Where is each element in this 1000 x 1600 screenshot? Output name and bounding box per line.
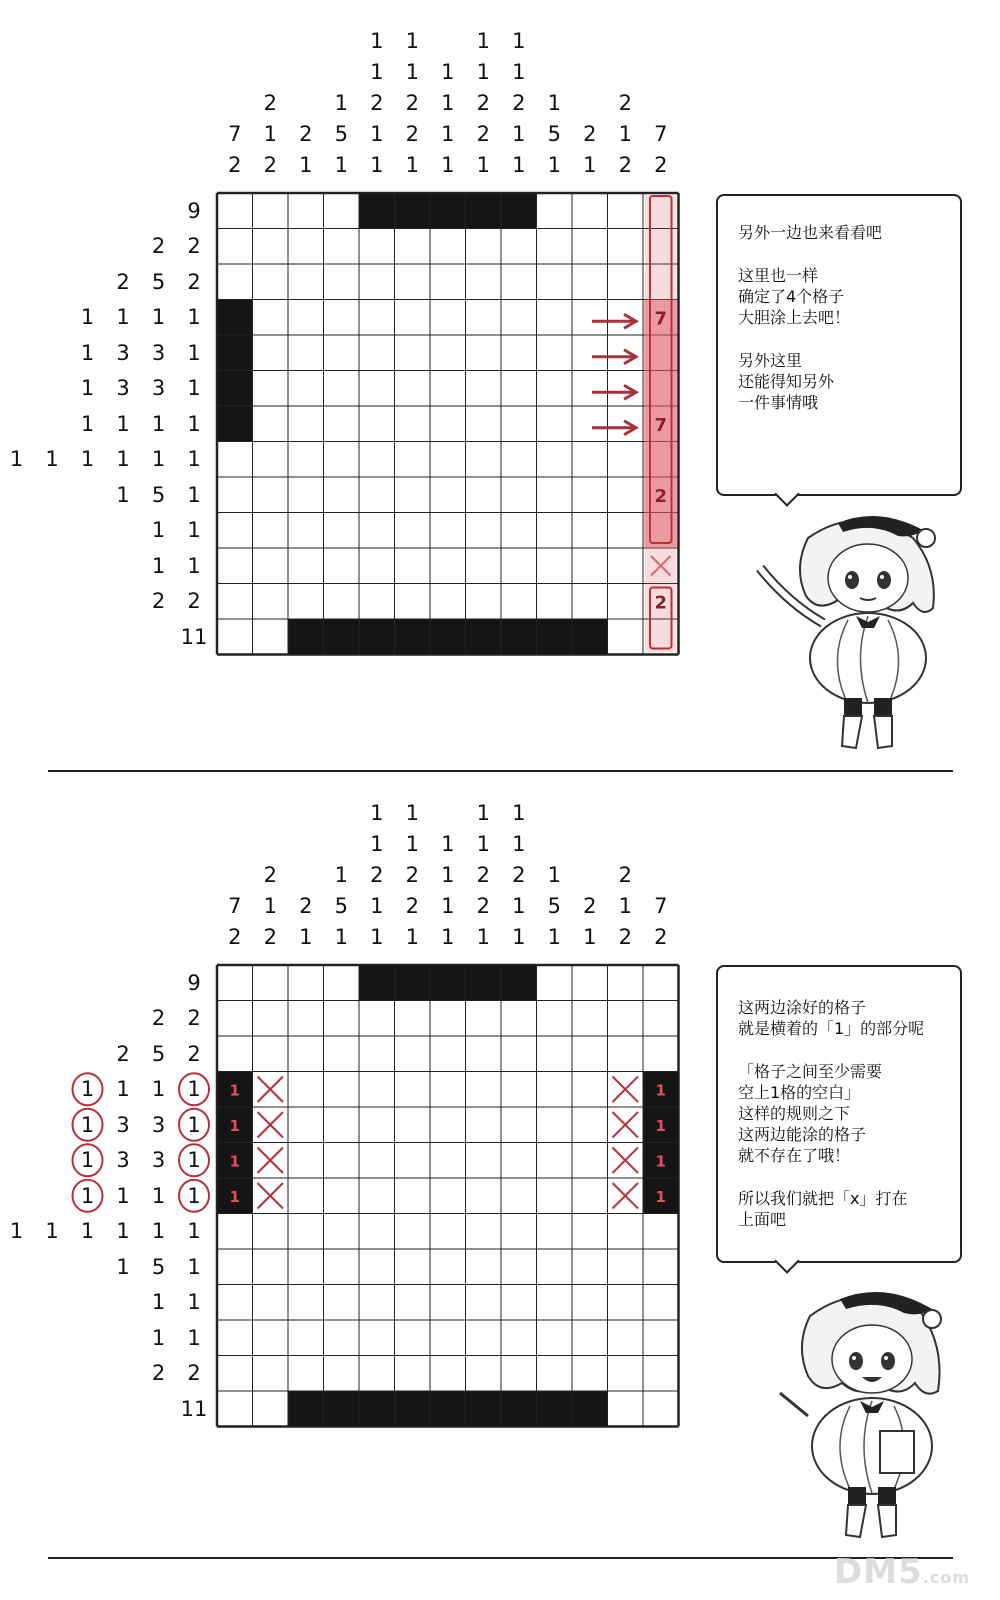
- column-clue-number: 1: [512, 29, 526, 53]
- row-clue-number: 11: [180, 624, 208, 649]
- row-clue-number: 1: [187, 1183, 201, 1208]
- column-clue-number: 1: [547, 863, 561, 887]
- row-clue-number: 2: [187, 234, 201, 259]
- row-clue-number: 5: [151, 1041, 166, 1066]
- filled-cell: [573, 620, 608, 655]
- row-clue-number: 1: [187, 553, 201, 578]
- column-clue-number: 1: [441, 60, 455, 84]
- row-clue-number: 1: [80, 411, 95, 436]
- row-clue-number: 3: [116, 340, 130, 365]
- column-clue-number: 5: [334, 894, 348, 918]
- column-clue-number: 1: [512, 60, 526, 84]
- panel-divider: [48, 1557, 953, 1559]
- range-mark-label: 2: [654, 486, 668, 507]
- bubble-text-3: 另外这里 还能得知另外 一件事情哦: [738, 351, 835, 412]
- column-clue-number: 2: [405, 863, 419, 887]
- column-clue-number: 2: [476, 91, 490, 115]
- site-watermark: [834, 1552, 970, 1592]
- cell-mark-label: 1: [229, 1081, 240, 1100]
- column-clue-number: 2: [228, 925, 242, 949]
- row-clue-number: 1: [45, 1219, 59, 1244]
- row-clue-number: 3: [116, 376, 130, 401]
- column-clue-number: 2: [299, 894, 313, 918]
- row-clue-number: 1: [116, 447, 130, 472]
- range-mark-label: 2: [654, 592, 668, 614]
- filled-cell: [466, 966, 501, 1001]
- row-clue-number: 1: [80, 1077, 95, 1102]
- range-mark-label: 7: [654, 415, 668, 436]
- row-clue-number: 1: [187, 305, 201, 330]
- row-clue-number: 1: [187, 1112, 201, 1137]
- filled-cell: [218, 371, 253, 406]
- column-clue-number: 7: [654, 122, 668, 146]
- row-clue-number: 1: [187, 1219, 201, 1244]
- bubble-text-2: 「格子之间至少需要 空上1格的空白」 这样的规则之下 这两边能涂的格子 就不存在了哦！: [738, 1062, 883, 1165]
- column-clue-number: 2: [654, 925, 668, 949]
- row-clue-number: 1: [80, 1219, 95, 1244]
- filled-cell: [395, 620, 430, 655]
- row-clue-number: 1: [187, 1254, 201, 1279]
- column-clue-number: 2: [263, 153, 277, 177]
- column-clue-number: 1: [512, 832, 526, 856]
- filled-cell: [502, 966, 537, 1001]
- filled-cell: [431, 966, 466, 1001]
- cell-mark-label: 1: [655, 1188, 666, 1206]
- column-clue-number: 2: [405, 894, 419, 918]
- bubble-text-3: 所以我们就把「x」打在 上面吧: [738, 1189, 908, 1229]
- column-clue-number: 1: [405, 60, 419, 84]
- row-clue-number: 1: [45, 447, 59, 472]
- column-clue-number: 1: [512, 153, 526, 177]
- clue-circle-mark: [179, 1144, 209, 1176]
- column-clue-number: 2: [583, 894, 597, 918]
- column-clue-number: 5: [334, 122, 348, 146]
- column-clue-number: 1: [441, 832, 455, 856]
- watermark-sub: .com: [922, 1568, 970, 1587]
- row-clue-number: 1: [187, 518, 201, 543]
- column-clue-number: 1: [370, 153, 384, 177]
- filled-cell: [395, 1392, 430, 1427]
- column-clue-number: 1: [441, 122, 455, 146]
- row-clue-number: 1: [116, 482, 130, 507]
- filled-cell: [573, 1392, 608, 1427]
- row-clue-number: 2: [116, 269, 130, 294]
- row-clue-number: 1: [80, 1183, 95, 1208]
- row-clue-number: 2: [151, 1006, 166, 1031]
- column-clue-number: 1: [299, 153, 313, 177]
- chibi-character-writing: [760, 1281, 970, 1541]
- row-clue-number: 1: [116, 1077, 130, 1102]
- row-clue-number: 1: [151, 447, 166, 472]
- column-clue-number: 1: [618, 894, 632, 918]
- row-clue-number: 1: [151, 518, 166, 543]
- column-clue-number: 1: [370, 29, 384, 53]
- column-clue-number: 2: [263, 863, 277, 887]
- column-clue-number: 1: [405, 832, 419, 856]
- column-clue-number: 1: [476, 153, 490, 177]
- column-clue-number: 2: [583, 122, 597, 146]
- filled-cell: [431, 620, 466, 655]
- cell-mark-label: 1: [229, 1152, 240, 1171]
- cell-mark-label: 1: [655, 1117, 666, 1135]
- column-clue-number: 2: [370, 91, 384, 115]
- filled-cell: [324, 1392, 359, 1427]
- row-clue-number: 1: [151, 1219, 166, 1244]
- filled-cell: [289, 620, 324, 655]
- chibi-character-pointing: [748, 508, 968, 758]
- column-clue-number: 1: [299, 925, 313, 949]
- row-clue-number: 1: [187, 340, 201, 365]
- bubble-text-1: 这两边涂好的格子 就是横着的「1」的部分呢: [738, 998, 925, 1038]
- row-clue-number: 3: [116, 1148, 130, 1173]
- row-clue-number: 1: [187, 1077, 201, 1102]
- column-clue-number: 5: [547, 894, 561, 918]
- row-clue-number: 5: [151, 1254, 166, 1279]
- column-clue-number: 2: [228, 153, 242, 177]
- row-clue-number: 1: [80, 376, 95, 401]
- clue-circle-mark: [179, 1073, 209, 1105]
- clue-circle-mark: [73, 1109, 103, 1141]
- column-clue-number: 1: [512, 801, 526, 825]
- row-clue-number: 2: [187, 1361, 201, 1386]
- row-clue-number: 5: [151, 482, 166, 507]
- row-clue-number: 2: [151, 234, 166, 259]
- row-clue-number: 2: [151, 589, 166, 614]
- column-clue-number: 1: [334, 153, 348, 177]
- row-clue-number: 1: [151, 1183, 166, 1208]
- column-clue-number: 1: [405, 925, 419, 949]
- column-clue-number: 7: [228, 122, 242, 146]
- column-clue-number: 1: [512, 894, 526, 918]
- row-clue-number: 1: [151, 553, 166, 578]
- column-clue-number: 1: [476, 925, 490, 949]
- row-clue-number: 1: [187, 482, 201, 507]
- column-clue-number: 1: [547, 91, 561, 115]
- column-clue-number: 1: [618, 122, 632, 146]
- column-clue-number: 2: [618, 153, 632, 177]
- row-clue-number: 1: [116, 411, 130, 436]
- filled-cell: [395, 966, 430, 1001]
- clue-circle-mark: [179, 1180, 209, 1212]
- filled-cell: [502, 194, 537, 229]
- clue-circle-mark: [73, 1144, 103, 1176]
- filled-cell: [360, 620, 395, 655]
- column-clue-number: 2: [476, 122, 490, 146]
- column-clue-number: 1: [441, 91, 455, 115]
- column-clue-number: 1: [583, 153, 597, 177]
- row-clue-number: 3: [151, 1112, 166, 1137]
- column-clue-number: 1: [512, 925, 526, 949]
- column-clue-number: 2: [370, 863, 384, 887]
- filled-cell: [502, 620, 537, 655]
- column-clue-number: 1: [441, 925, 455, 949]
- row-clue-number: 3: [151, 376, 166, 401]
- row-clue-number: 2: [187, 269, 201, 294]
- column-clue-number: 7: [654, 894, 668, 918]
- column-clue-number: 1: [370, 925, 384, 949]
- column-clue-number: 2: [405, 91, 419, 115]
- column-clue-number: 1: [263, 122, 277, 146]
- watermark-main: DM5: [834, 1552, 923, 1592]
- column-clue-number: 1: [476, 60, 490, 84]
- row-clue-number: 9: [187, 970, 201, 995]
- row-clue-number: 1: [187, 376, 201, 401]
- column-clue-number: 2: [512, 863, 526, 887]
- column-clue-number: 1: [476, 29, 490, 53]
- filled-cell: [537, 620, 572, 655]
- row-clue-number: 3: [151, 340, 166, 365]
- filled-cell: [218, 300, 253, 335]
- column-clue-number: 1: [476, 801, 490, 825]
- row-clue-number: 1: [80, 447, 95, 472]
- filled-cell: [360, 194, 395, 229]
- column-clue-number: 1: [334, 925, 348, 949]
- row-clue-number: 1: [80, 1148, 95, 1173]
- speech-bubble: [716, 965, 962, 1263]
- column-clue-number: 2: [618, 863, 632, 887]
- clue-circle-mark: [73, 1180, 103, 1212]
- filled-cell: [502, 1392, 537, 1427]
- column-clue-number: 2: [263, 91, 277, 115]
- filled-cell: [218, 407, 253, 442]
- row-clue-number: 3: [116, 1112, 130, 1137]
- column-clue-number: 7: [228, 894, 242, 918]
- row-clue-number: 1: [80, 305, 95, 330]
- filled-cell: [537, 1392, 572, 1427]
- row-clue-number: 2: [187, 1041, 201, 1066]
- row-clue-number: 9: [187, 198, 201, 223]
- panel-2: [0, 793, 1000, 1593]
- column-clue-number: 1: [405, 153, 419, 177]
- column-clue-number: 1: [370, 801, 384, 825]
- row-clue-number: 1: [151, 411, 166, 436]
- column-clue-number: 2: [512, 91, 526, 115]
- row-clue-number: 1: [116, 305, 130, 330]
- range-mark-label: 7: [654, 308, 668, 330]
- row-clue-number: 1: [151, 1077, 166, 1102]
- filled-cell: [466, 194, 501, 229]
- column-clue-number: 2: [654, 153, 668, 177]
- cell-mark-label: 1: [229, 1188, 240, 1206]
- filled-cell: [289, 1392, 324, 1427]
- row-clue-number: 11: [180, 1396, 208, 1421]
- filled-cell: [324, 620, 359, 655]
- column-clue-number: 1: [334, 91, 348, 115]
- column-clue-number: 2: [263, 925, 277, 949]
- column-clue-number: 2: [405, 122, 419, 146]
- column-clue-number: 1: [441, 894, 455, 918]
- row-clue-number: 2: [116, 1041, 130, 1066]
- column-clue-number: 1: [370, 60, 384, 84]
- clue-circle-mark: [179, 1109, 209, 1141]
- bubble-text-2: 这里也一样 确定了4个格子 大胆涂上去吧！: [738, 266, 851, 327]
- clue-circle-mark: [73, 1073, 103, 1105]
- column-clue-number: 2: [299, 122, 313, 146]
- row-clue-number: 1: [116, 1254, 130, 1279]
- row-clue-number: 1: [187, 411, 201, 436]
- row-clue-number: 1: [187, 1290, 201, 1315]
- filled-cell: [466, 620, 501, 655]
- column-clue-number: 1: [512, 122, 526, 146]
- panel-divider: [48, 770, 953, 772]
- column-clue-number: 1: [583, 925, 597, 949]
- row-clue-number: 1: [187, 1325, 201, 1350]
- row-clue-number: 1: [151, 1290, 166, 1315]
- filled-cell: [360, 1392, 395, 1427]
- row-clue-number: 1: [80, 1112, 95, 1137]
- row-clue-number: 1: [9, 1219, 24, 1244]
- column-clue-number: 2: [476, 863, 490, 887]
- column-clue-number: 1: [441, 863, 455, 887]
- row-clue-number: 1: [187, 1148, 201, 1173]
- filled-cell: [431, 1392, 466, 1427]
- row-clue-number: 1: [151, 305, 166, 330]
- row-clue-number: 2: [187, 589, 201, 614]
- filled-cell: [466, 1392, 501, 1427]
- row-clue-number: 1: [80, 340, 95, 365]
- cell-mark-label: 1: [655, 1081, 666, 1100]
- filled-cell: [431, 194, 466, 229]
- column-clue-number: 1: [547, 925, 561, 949]
- column-clue-number: 1: [547, 153, 561, 177]
- column-clue-number: 1: [370, 122, 384, 146]
- column-clue-number: 1: [405, 29, 419, 53]
- row-clue-number: 1: [116, 1219, 130, 1244]
- row-clue-number: 2: [151, 1361, 166, 1386]
- filled-cell: [218, 336, 253, 371]
- cell-mark-label: 1: [655, 1152, 666, 1171]
- row-clue-number: 1: [151, 1325, 166, 1350]
- column-clue-number: 1: [370, 832, 384, 856]
- column-clue-number: 1: [334, 863, 348, 887]
- row-clue-number: 5: [151, 269, 166, 294]
- column-clue-number: 1: [441, 153, 455, 177]
- column-clue-number: 2: [618, 925, 632, 949]
- column-clue-number: 1: [405, 801, 419, 825]
- row-clue-number: 3: [151, 1148, 166, 1173]
- column-clue-number: 2: [476, 894, 490, 918]
- filled-cell: [395, 194, 430, 229]
- column-clue-number: 1: [370, 894, 384, 918]
- row-clue-number: 1: [116, 1183, 130, 1208]
- column-clue-number: 1: [263, 894, 277, 918]
- row-clue-number: 2: [187, 1006, 201, 1031]
- bubble-text-1: 另外一边也来看看吧: [738, 223, 883, 242]
- column-clue-number: 1: [476, 832, 490, 856]
- row-clue-number: 1: [9, 447, 24, 472]
- filled-cell: [360, 966, 395, 1001]
- column-clue-number: 2: [618, 91, 632, 115]
- speech-bubble: [716, 194, 962, 496]
- cell-mark-label: 1: [229, 1117, 240, 1135]
- column-clue-number: 5: [547, 122, 561, 146]
- row-clue-number: 1: [187, 447, 201, 472]
